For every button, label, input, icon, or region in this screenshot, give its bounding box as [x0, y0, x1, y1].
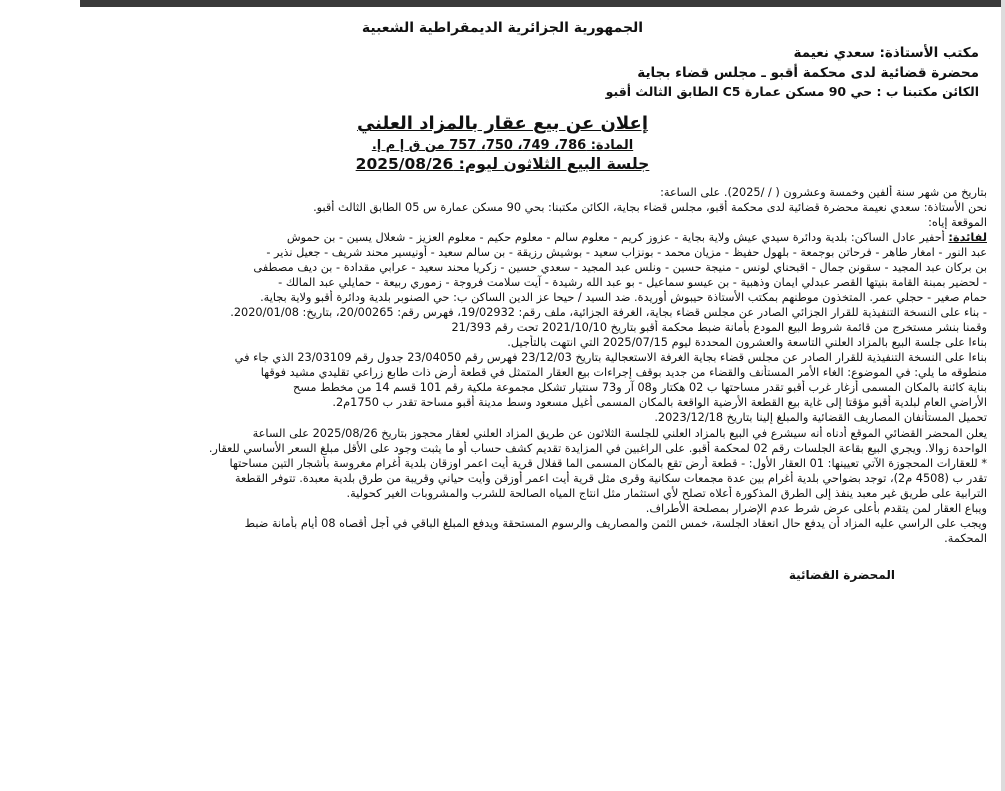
body-line: وقمنا بنشر مستخرج من قائمة شروط البيع المودع بأمانة ضبط محكمة أقبو بتاريخ 2021/10/10 تحت رقم 21/393	[451, 321, 987, 335]
title-block	[18, 113, 987, 173]
body-line: بن بركان عبد المجيد - سقونن جمال - اقبحناي لونس - منيجة حسين - ونلس عبد المجيد - سعدي حسين - زكريا محند سعيد - عرابي مقدادة - بن ديف مصطفى	[253, 261, 987, 275]
body-line: الترابية على طريق غير معبد ينفذ إلى الطرق المذكورة أعلاه تصلح لأي استثمار مثل انتاج المياه الصالحة للشرب والمشروبات الغير كحولية.	[346, 486, 987, 500]
body-line: تحميل المستأنفان المصاريف القضائية والمبلغ إلينا بتاريخ 2023/12/18.	[654, 411, 987, 425]
body-line: بناءا على جلسة البيع بالمزاد العلني التاسعة والعشرون المحددة ليوم 2025/07/15 التي انتهت بالتأجيل.	[507, 336, 987, 350]
body-line: ويباع العقار لمن يتقدم بأعلى عرض شرط عدم الإضرار بمصلحة الأطراف.	[645, 501, 987, 515]
body-line: المحكمة.	[944, 531, 987, 545]
body-line-beneficiaries	[18, 230, 987, 245]
office-block	[18, 44, 987, 101]
office-title: محضرة قضائية لدى محكمة أقبو ـ مجلس قضاء بجاية	[637, 64, 979, 81]
body-line: * للعقارات المحجوزة الآتي تعيينها: 01 العقار الأول: - قطعة أرض تقع بالمكان المسمى الما قفلال قرية أيت اعمر اوزقان بلدية أغرام مغروسة بأشجار التين مساحتها	[229, 456, 987, 470]
scan-right-edge	[1001, 0, 1005, 791]
body-line: - بناء على النسخة التنفيذية للقرار الجزائي الصادر عن مجلس قضاء بجاية، الغرفة الجزائية، ملف رقم: 19/02932، فهرس رقم: 20/00265، بتاريخ: 2020/01/08.	[230, 306, 987, 320]
body-line: عبد النور - امغار طاهر - فرحاتن بوجمعة - بلهول حفيظ - مزيان محمد - بونزاب سعيد - بوشيش رزيقة - بن سالم سعيد - أونيسير محند شريف - جعيل نذير -	[266, 246, 987, 260]
notice-body	[18, 185, 987, 545]
body-line: بناية كائنة بالمكان المسمى أزغار غرب أقبو تقدر مساحتها ب 02 هكتار و08 آر و73 سنتيار تشكل مجموعة ملكية رقم 101 قسم 14 من مخطط مسح	[292, 381, 987, 395]
legal-articles: المادة: 786، 749، 750، 757 من ق إ م إ.	[371, 138, 634, 154]
session-date: جلسة البيع الثلاثون ليوم: 2025/08/26	[355, 155, 650, 174]
office-name: مكتب الأستاذة: سعدي نعيمة	[793, 45, 979, 61]
body-line: حمام صغير - حجلي عمر. المتخذون موطنهم بمكتب الأستاذة حيبوش أوريدة. ضد السيد / حيحا عز الدين الساكن ب: حي الصنوبر بلدية ودائرة أقبو ولاية بجاية.	[260, 291, 987, 305]
body-line: بناءا على النسخة التنفيذية للقرار الصادر عن مجلس قضاء بجاية الغرفة الاستعجالية بتاريخ 23/12/03 فهرس رقم 23/04050 جدول رقم 23/03109 الذي جاء في	[234, 351, 987, 365]
body-line: الواحدة زوالا. ويجري البيع بقاعة الجلسات رقم 02 لمحكمة أقبو. على الراغبين في المزايدة تقديم كشف حساب أو ما يثبت وجود على الأقل مبلغ السعر الأساسي للعقار.	[208, 441, 987, 455]
beneficiary-label: لفائدة:	[948, 231, 987, 245]
body-line: الأراضي العام لبلدية أقبو مؤقتا إلى غاية بيع القطعة الأرضية الواقعة بالمكان المسمى أغيل مسعود وسط مدينة أقبو مساحة تقدر ب 1750م2.	[332, 396, 987, 410]
beneficiary-text: أحفير عادل الساكن: بلدية ودائرة سيدي عيش ولاية بجاية - عزوز كريم - معلوم سالم - معلوم حكيم - معلوم العزيز - شعلال يسين - بن حموش	[286, 231, 949, 245]
country-header: الجمهورية الجزائرية الديمقراطية الشعبية	[361, 20, 644, 36]
body-line: - لحضير بمبنة القامة بنيتها القصر عبدلي ايمان وذهبية - بن عيسو سماعيل - بو عبد الله رشيدة - آيت سلامت فروجة - زموري ربيعة - حمايلي عبد المالك -	[278, 276, 987, 290]
notice-title: إعلان عن بيع عقار بالمزاد العلني	[356, 113, 649, 135]
office-address: الكائن مكتبنا ب : حي 90 مسكن عمارة C5 الطابق الثالث أقبو	[605, 84, 979, 100]
body-line: بتاريخ من شهر سنة ألفين وخمسة وعشرون ( / /2025). على الساعة:	[660, 186, 987, 200]
body-line: ويجب على الراسي عليه المزاد أن يدفع حال انعقاد الجلسة، خمس الثمن والمصاريف والرسوم المستحقة ويدفع المبلغ الباقي في أجل أقصاه 08 أيام بأمانة ضبط	[244, 516, 987, 530]
signature: المحضرة القضائية	[788, 567, 895, 582]
body-line: تقدر ب (4508 م2)، توجد بضواحي بلدية أغرام بين عدة مجمعات سكانية وقرى مثل قرية أيت اعمر أوزقن وأيت حياني وقريبة من طرق بلدية معبدة. تتوفر القطعة	[234, 471, 987, 485]
body-line: منطوقه ما يلي: في الموضوع: الغاء الأمر المستأنف والقضاء من جديد بوقف إجراءات بيع العقار المتمثل في قطعة أرض ذات طابع زراعي تقليدي مشيد فوقها	[260, 366, 987, 380]
body-line: الموقعة إياه:	[928, 216, 987, 230]
body-line: نحن الأستاذة: سعدي نعيمة محضرة قضائية لدى محكمة أقبو، مجلس قضاء بجاية، الكائن مكتبنا: بحي 90 مسكن عمارة س 05 الطابق الثالث أقبو.	[313, 201, 987, 215]
scan-top-band	[80, 0, 1005, 7]
body-line: يعلن المحضر القضائي الموقع أدناه أنه سيشرع في البيع بالمزاد العلني للجلسة الثلاثون عن طريق المزاد العلني لعقار محجوز بتاريخ 2025/08/26 على الساعة	[252, 426, 987, 440]
